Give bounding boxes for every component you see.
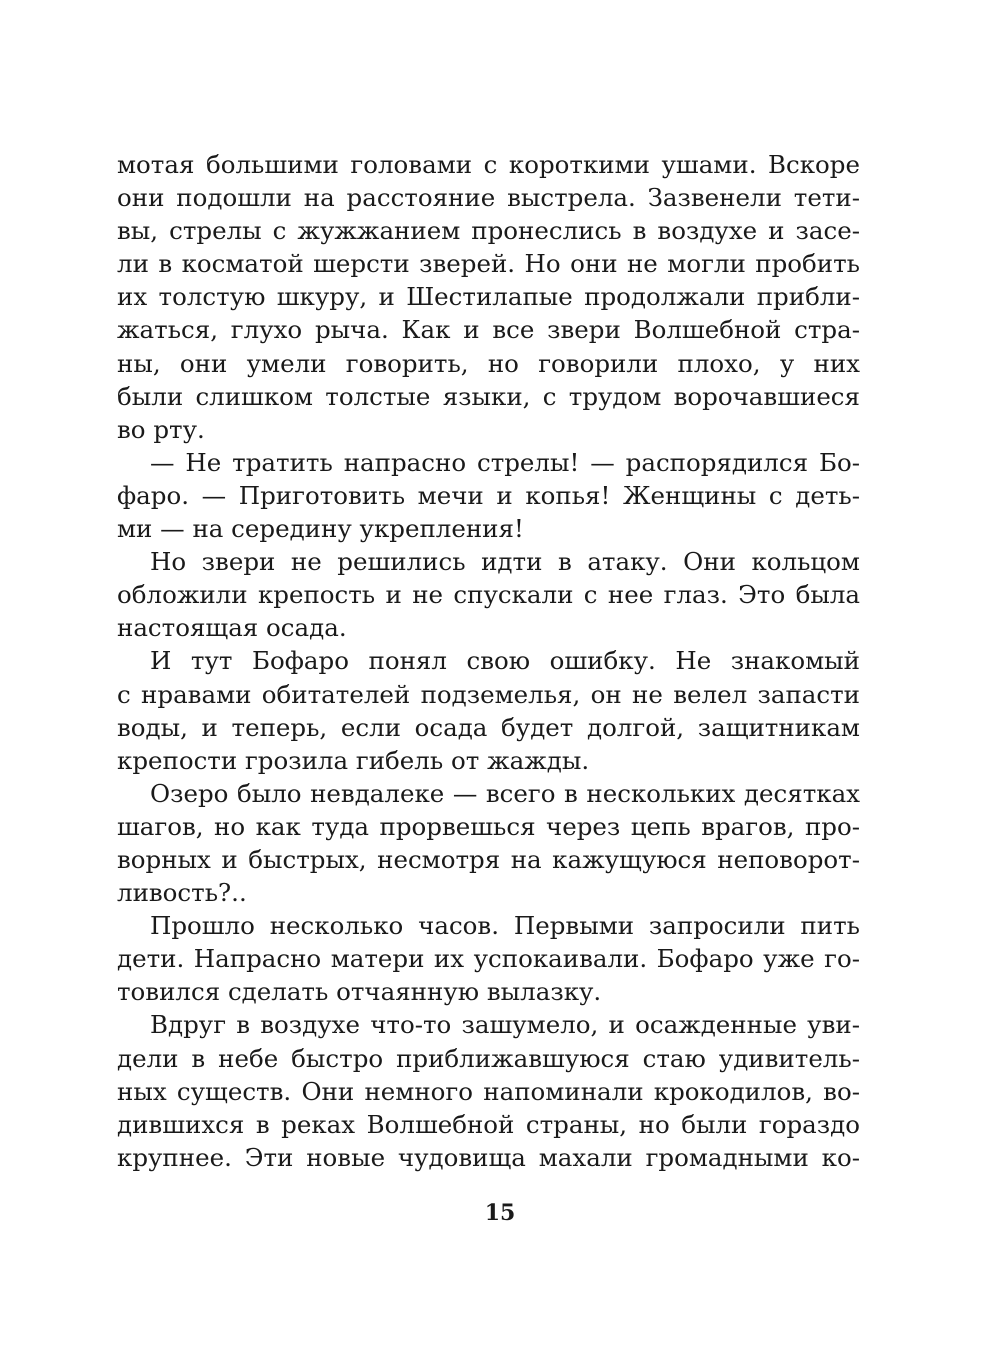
text-line: Прошло несколько часов. Первыми запросили пить [150, 911, 860, 941]
text-line: их толстую шкуру, и Шестилапые продолжали прибли- [117, 282, 860, 312]
text-line: жаться, глухо рыча. Как и все звери Волшебной стра- [117, 315, 860, 345]
text-line: крупнее. Эти новые чудовища махали громадными ко- [117, 1142, 860, 1172]
text-line: настоящая осада. [117, 613, 347, 643]
text-line: дети. Напрасно матери их успокаивали. Бофаро уже го- [117, 944, 860, 974]
text-line: дившихся в реках Волшебной страны, но были гораздо [117, 1109, 860, 1139]
paragraph [117, 1008, 860, 1173]
text-line: товился сделать отчаянную вылазку. [117, 977, 602, 1007]
text-line: мотая большими головами с короткими ушами. Вскоре [117, 150, 860, 179]
text-line: Озеро было невдалеке — всего в нескольких десятках [150, 778, 860, 808]
text-line: шагов, но как туда прорвешься через цепь врагов, про- [117, 811, 860, 841]
paragraph [117, 446, 860, 545]
text-line: фаро. — Приготовить мечи и копья! Женщины с деть- [117, 480, 860, 510]
paragraph [117, 777, 860, 909]
text-line: обложили крепость и не спускали с нее глаз. Это была [117, 580, 860, 610]
text-line: воды, и теперь, если осада будет долгой, защитникам [117, 712, 860, 742]
body-text [117, 148, 860, 1174]
text-line: крепости грозила гибель от жажды. [117, 745, 590, 775]
text-line: были слишком толстые языки, с трудом ворочавшиеся [117, 381, 860, 411]
text-line: они подошли на расстояние выстрела. Зазвенели тети- [117, 183, 860, 213]
text-line: вы, стрелы с жужжанием пронеслись в воздухе и засе- [117, 216, 860, 246]
paragraph [117, 545, 860, 644]
text-line: ны, они умели говорить, но говорили плохо, у них [117, 348, 860, 378]
text-line: во рту. [117, 414, 205, 444]
paragraph [117, 909, 860, 1008]
text-line: И тут Бофаро понял свою ошибку. Не знакомый [150, 646, 860, 676]
text-line: ных существ. Они немного напоминали крокодилов, во- [117, 1076, 860, 1106]
paragraph [117, 644, 860, 776]
text-line: Вдруг в воздухе что-то зашумело, и осажденные уви- [150, 1010, 860, 1040]
text-line: дели в небе быстро приближавшуюся стаю удивитель- [117, 1043, 860, 1073]
text-line: ми — на середину укрепления! [117, 514, 524, 544]
text-line: с нравами обитателей подземелья, он не велел запасти [117, 679, 860, 709]
page-number: 15 [484, 1200, 516, 1226]
text-line: ворных и быстрых, несмотря на кажущуюся неповорот- [117, 844, 860, 874]
text-line: Но звери не решились идти в атаку. Они кольцом [150, 547, 860, 577]
text-line: — Не тратить напрасно стрелы! — распорядился Бо- [150, 447, 860, 477]
paragraph [117, 148, 860, 446]
text-line: ли в косматой шерсти зверей. Но они не могли пробить [117, 249, 860, 279]
text-line: ливость?.. [117, 878, 247, 908]
